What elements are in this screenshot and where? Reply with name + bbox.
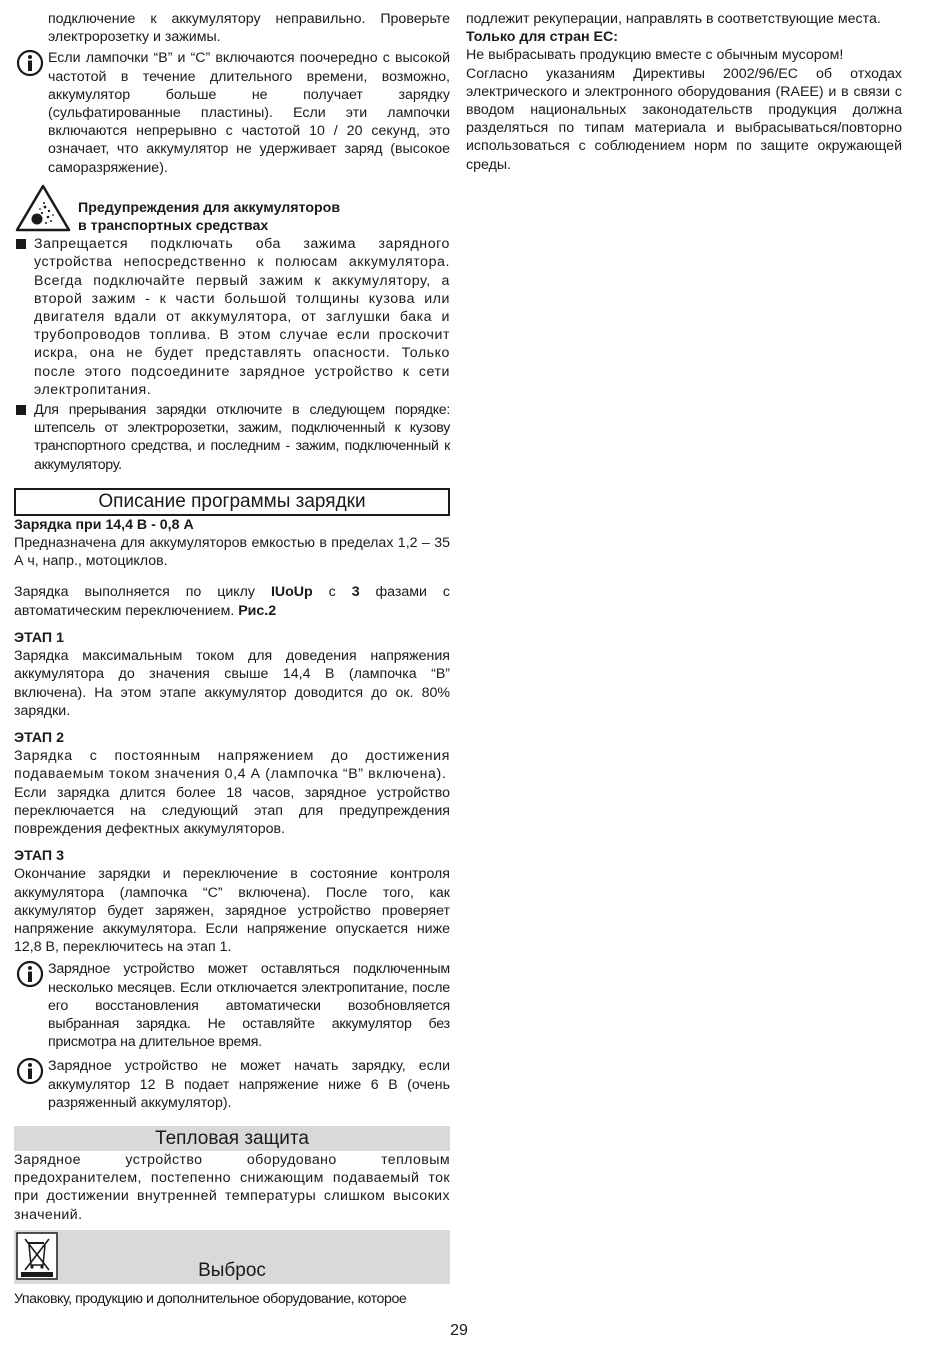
info-voltage-text: Зарядное устройство не может начать зарядку, если аккумулятор 12 В подает напряжение ниже 6 В (очень разряженный аккумулятор).: [48, 1058, 450, 1111]
warning-title-line2: в транспортных средствах: [78, 218, 269, 235]
stage-1-title: ЭТАП 1: [14, 629, 64, 646]
info-icon: [16, 1057, 44, 1085]
section-title-charging: Описание программы зарядки: [14, 488, 450, 516]
recovery-text: подлежит рекуперации, направлять в соответствующие места.: [466, 11, 881, 27]
stage-2-title: ЭТАП 2: [14, 729, 64, 746]
vehicle-warning: [14, 181, 450, 235]
bullet-square-icon: [16, 239, 26, 249]
stage-1-text: Зарядка максимальным током для доведения напряжения аккумулятора до значения свыше 14,4 В (лампочка “B” включена). На этом этапе аккумулятор доводится до ок. 80% зарядки.: [14, 648, 450, 719]
eu-only-title: Только для стран ЕС:: [466, 29, 618, 46]
bullet-square-icon: [16, 405, 26, 415]
charge-cycle-text: Зарядка выполняется по циклу IUoUp с 3 фазами с автоматическим переключением. Рис.2: [14, 584, 450, 619]
warning-triangle-icon: [15, 183, 71, 233]
stage-3-title: ЭТАП 3: [14, 848, 64, 865]
info-icon: [16, 49, 44, 77]
warning-title-line1: Предупреждения для аккумуляторов: [78, 199, 341, 216]
section-title-disposal: Выброс: [198, 1259, 266, 1281]
charge-mode-description: Предназначена для аккумуляторов емкостью в пределах 1,2 – 35 А ч, напр., мотоциклов.: [14, 535, 450, 570]
bullet-text-connection: Запрещается подключать оба зажима зарядного устройства непосредственно к полюсам аккумулятора. Всегда подключайте первый зажим к аккумулятору, а второй зажим - к части большой толщины кузова или двигателя вдали от аккумулятора, от заглушки бака и трубопроводов топлива. В этом случае если проскочит искра, она не будет представлять опасности. Только после этого подсоедините зарядное устройство к сети электропитания.: [34, 236, 450, 398]
info-months-text: Зарядное устройство может оставляться подключенным несколько месяцев. Если отключается электропитание, после его восстановления автоматически возобновляется выбранная зарядка. Не оставляйте аккумулятор без присмотра на длительное время.: [48, 961, 450, 1051]
stage-2-text-extra: Если зарядка длится более 18 часов, зарядное устройство переключается на следующий этап для предупреждения повреждения дефектных аккумуляторов.: [14, 784, 450, 837]
section-disposal-header: [14, 1230, 450, 1284]
bullet-text-disconnect: Для прерывания зарядки отключите в следующем порядке: штепсель от электророзетки, зажим, подключенный к кузову транспортного средства, и последним - зажим, подключенный к аккумулятору.: [34, 402, 450, 473]
info-note-voltage: [14, 1057, 450, 1112]
stage-2-text: Зарядка с постоянным напряжением до достижения подаваемым током значения 0,4 А (лампочка “B” включена).: [14, 748, 450, 783]
intro-text: подключение к аккумулятору неправильно. Проверьте электророзетку и зажимы.: [48, 11, 450, 46]
section-title-thermal: Тепловая защита: [14, 1126, 450, 1151]
info-note-lamps: [14, 49, 450, 176]
eu-directive-text: Согласно указаниям Директивы 2002/96/EC об отходах электрического и электронного оборудования (RAEE) и в связи с вводом национальных законодательств продукция должна разделяться по типам материала и выбрасываться/повторно использоваться с соблюдением норм по защите окружающей среды.: [466, 65, 902, 173]
page-number: 29: [450, 1322, 468, 1339]
info-lamps-text: Если лампочки “B” и “C” включаются поочередно с высокой частотой в течение длительного времени, возможно, аккумулятор больше не получает зарядку (сульфатированные пластины). Если эти лампочки включаются непрерывно с частотой 10 / 20 секунд, это означает, что аккумулятор не удерживает заряд (высокое саморазряжение).: [48, 50, 450, 176]
info-icon: [16, 960, 44, 988]
eu-warning-text: Не выбрасывать продукцию вместе с обычным мусором!: [466, 47, 844, 64]
right-column: [466, 10, 902, 174]
info-note-months: [14, 960, 450, 1051]
bullet-item: [14, 401, 450, 474]
left-column: [14, 10, 450, 1308]
bullet-item: [14, 235, 450, 399]
thermal-protection-text: Зарядное устройство оборудовано тепловым предохранителем, постепенно снижающим подаваемый ток при достижении внутренней температуры слишком высоких значений.: [14, 1151, 450, 1223]
charge-mode-heading: Зарядка при 14,4 В - 0,8 А: [14, 516, 194, 533]
disposal-text: Упаковку, продукцию и дополнительное оборудование, которое: [14, 1290, 407, 1307]
stage-3-text: Окончание зарядки и переключение в состояние контроля аккумулятора (лампочка “C” включена). После того, как аккумулятор будет заряжен, зарядное устройство проверяет напряжение аккумулятора. Если напряжение опускается ниже 12,8 В, переключитесь на этап 1.: [14, 866, 450, 956]
